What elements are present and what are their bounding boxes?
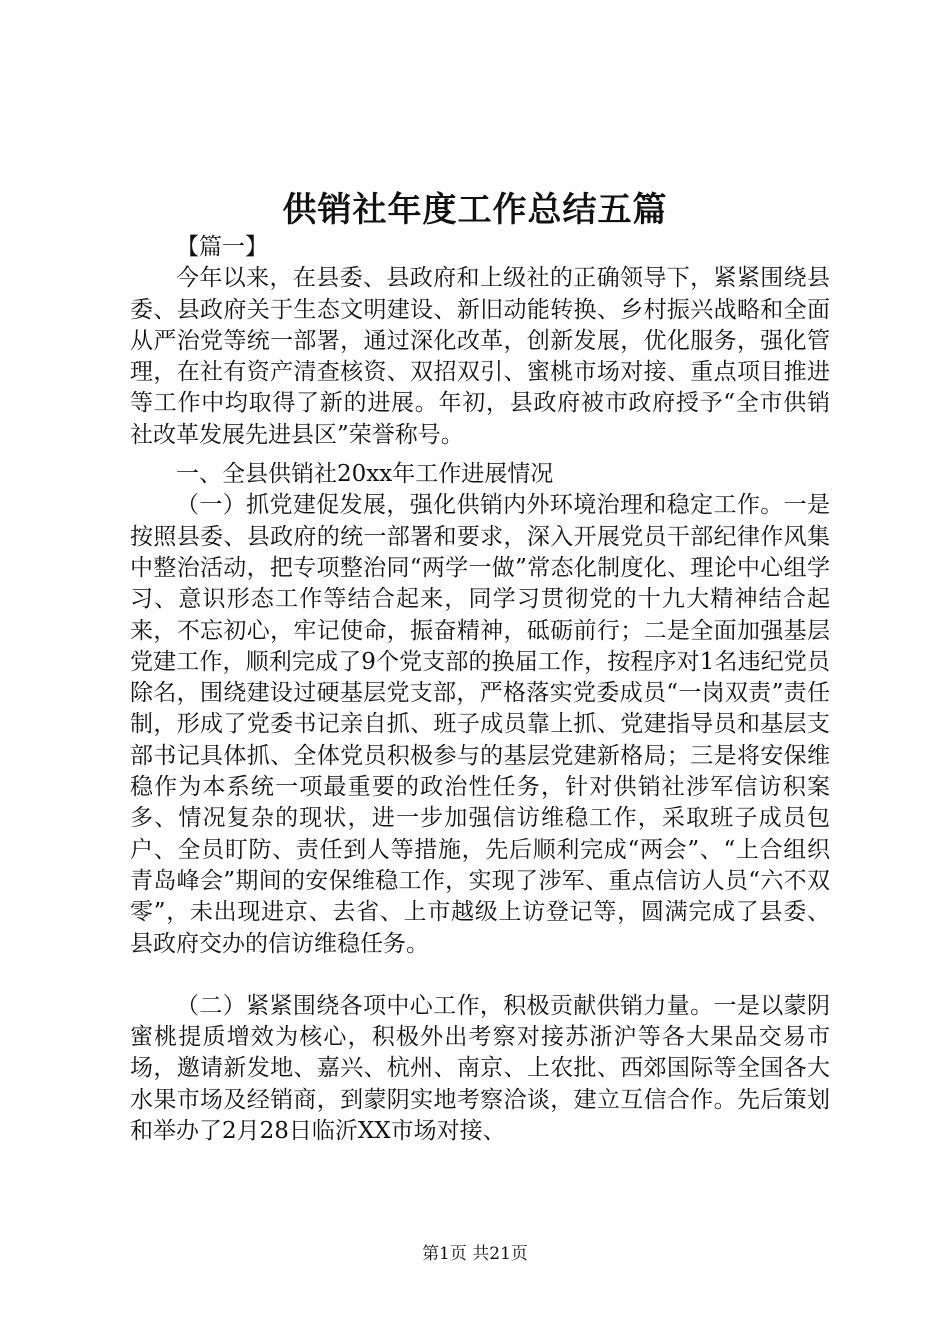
paragraph-2: （二）紧紧围绕各项中心工作，积极贡献供销力量。一是以蒙阴蜜桃提质增效为核心，积极外出考察对接苏浙沪等各大果品交易市场，邀请新发地、嘉兴、杭州、南京、上农批、西郊国际等全国各大水果市场及经销商，到蒙阴实地考察洽谈，建立互信合作。先后策划和举办了2月28日临沂XX市场对接、 [130, 992, 830, 1145]
section-tag: 【篇一】 [176, 234, 268, 260]
page-footer: 第1页 共21页 [422, 1244, 528, 1264]
paragraph-1: （一）抓党建促发展，强化供销内外环境治理和稳定工作。一是按照县委、县政府的统一部署和要求，深入开展党员干部纪律作风集中整治活动，把专项整治同“两学一做”常态化制度化、理论中心组学习、意识形态工作等结合起来，同学习贯彻党的十九大精神结合起来，不忘初心，牢记使命，振奋精神，砥砺前行；二是全面加强基层党建工作，顺利完成了9个党支部的换届工作，按程序对1名违纪党员除名，围绕建设过硬基层党支部，严格落实党委成员“一岗双责”责任制，形成了党委书记亲自抓、班子成员靠上抓、党建指导员和基层支部书记具体抓、全体党员积极参与的基层党建新格局；三是将安保维稳作为本系统一项最重要的政治性任务，针对供销社涉军信访积案多、情况复杂的现状，进一步加强信访维稳工作，采取班子成员包户、全员盯防、责任到人等措施，先后顺利完成“两会”、“上合组织青岛峰会”期间的安保维稳工作，实现了涉军、重点信访人员“六不双零”，未出现进京、去省、上市越级上访登记等，圆满完成了县委、县政府交办的信访维稳任务。 [130, 492, 830, 957]
section-heading: 一、全县供销社20xx年工作进展情况 [176, 461, 554, 488]
document-title: 供销社年度工作总结五篇 [282, 190, 668, 230]
intro-paragraph: 今年以来，在县委、县政府和上级社的正确领导下，紧紧围绕县委、县政府关于生态文明建设、新旧动能转换、乡村振兴战略和全面从严治党等统一部署，通过深化改革，创新发展，优化服务，强化管理，在社有资产清查核资、双招双引、蜜桃市场对接、重点项目推进等工作中均取得了新的进展。年初，县政府被市政府授予“全市供销社改革发展先进县区”荣誉称号。 [130, 265, 830, 448]
document-body [130, 232, 830, 1147]
